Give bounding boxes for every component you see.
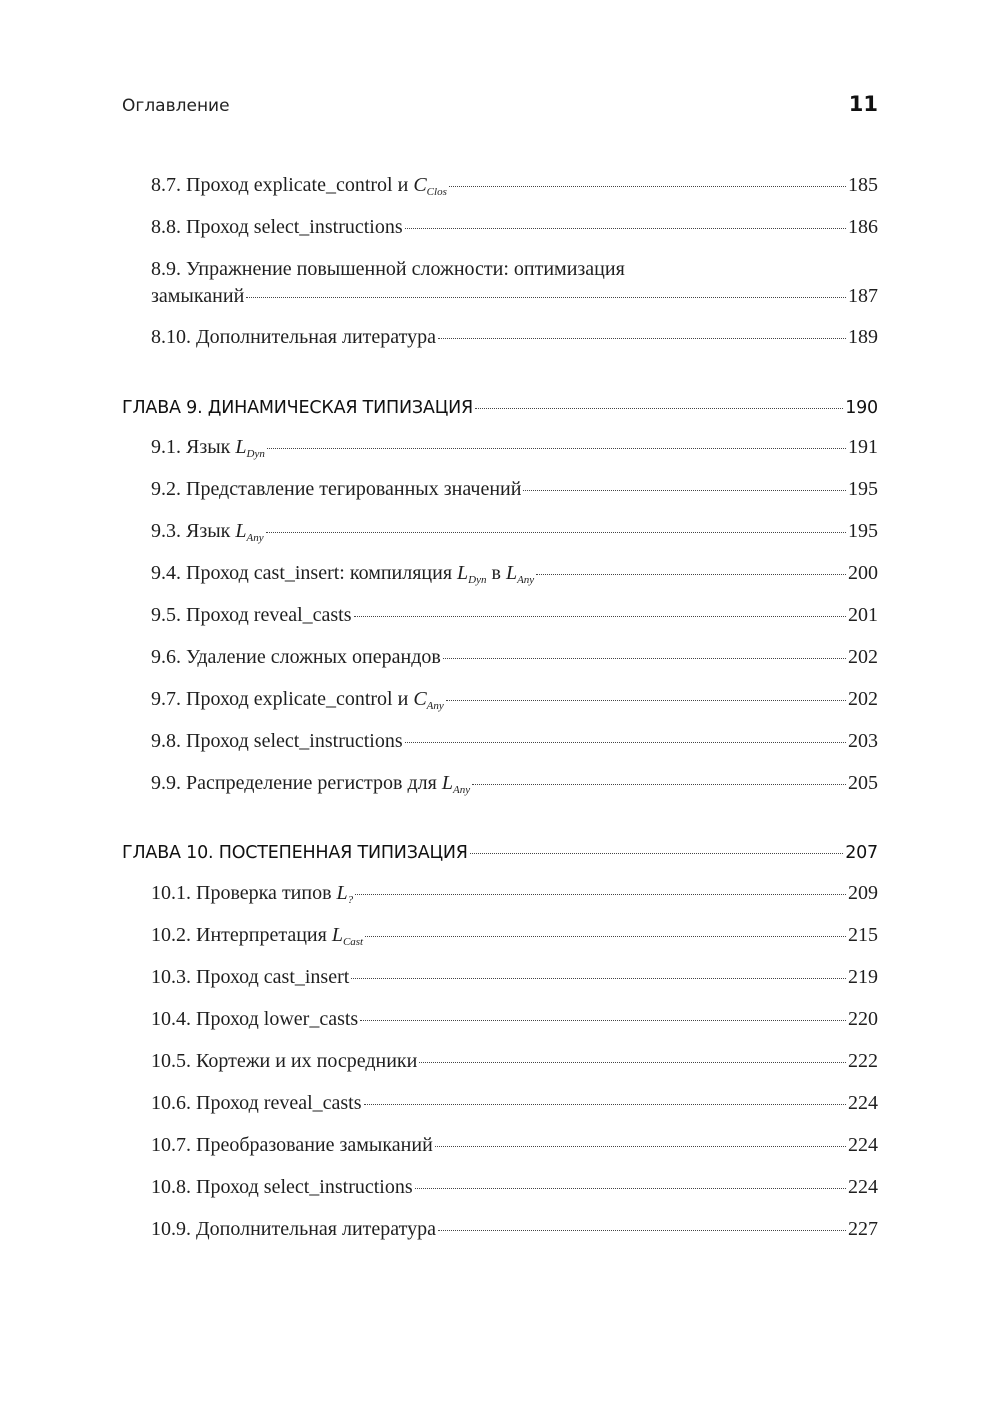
toc-entry-page: 187 bbox=[848, 285, 878, 307]
math-symbol: $L_{Any}$ bbox=[505, 562, 535, 586]
toc-entry-title: 9.6. Удаление сложных операндов bbox=[151, 646, 441, 668]
toc-entry-title: 10.9. Дополнительная литература bbox=[151, 1218, 436, 1240]
toc-entry-8-8 bbox=[151, 216, 878, 239]
dot-leader bbox=[435, 1145, 846, 1147]
dot-leader bbox=[351, 977, 846, 979]
math-symbol: $C_{Any}$ bbox=[413, 688, 444, 712]
toc-entry-10-7 bbox=[151, 1134, 878, 1157]
toc-entry-page: 227 bbox=[848, 1218, 878, 1240]
toc-entry-page: 220 bbox=[848, 1008, 878, 1030]
toc-entry-title: 9.3. Язык $L_{Any}$ bbox=[151, 520, 264, 544]
toc-entry-title: 10.8. Проход select_instructions bbox=[151, 1176, 413, 1198]
toc-entry-title: 10.7. Преобразование замыканий bbox=[151, 1134, 433, 1156]
math-symbol: $L_{Cast}$ bbox=[331, 924, 364, 948]
dot-leader bbox=[415, 1187, 846, 1189]
toc-entry-page: 195 bbox=[848, 520, 878, 542]
toc-entry-9-4 bbox=[151, 562, 878, 586]
dot-leader bbox=[523, 489, 846, 491]
toc-entry-10-8 bbox=[151, 1176, 878, 1199]
toc-entry-title-line1: 8.9. Упражнение повышенной сложности: оптимизация bbox=[151, 258, 625, 280]
toc-entry-page: 215 bbox=[848, 924, 878, 946]
toc-entry-10-9 bbox=[151, 1218, 878, 1241]
math-symbol: $C_{Clos}$ bbox=[413, 174, 447, 198]
toc-entry-title: 10.1. Проверка типов $L_?$ bbox=[151, 882, 354, 906]
toc-entry-title: 10.2. Интерпретация $L_{Cast}$ bbox=[151, 924, 364, 948]
toc-chapter-9 bbox=[122, 398, 878, 418]
math-symbol: $L_{Dyn}$ bbox=[235, 436, 265, 460]
toc-entry-page: 209 bbox=[848, 882, 878, 904]
toc-entry-9-8 bbox=[151, 730, 878, 753]
toc-entry-9-6 bbox=[151, 646, 878, 669]
toc-entry-page: 186 bbox=[848, 216, 878, 238]
toc-entry-title: 8.7. Проход explicate_control и $C_{Clos}$ bbox=[151, 174, 447, 198]
toc-entry-title: 9.1. Язык $L_{Dyn}$ bbox=[151, 436, 265, 460]
math-symbol: $L_{Any}$ bbox=[441, 772, 471, 796]
toc-entry-title-line2: замыканий bbox=[151, 285, 245, 307]
dot-leader bbox=[266, 531, 846, 533]
dot-leader bbox=[267, 447, 846, 449]
dot-leader bbox=[449, 185, 846, 187]
toc-chapter-10 bbox=[122, 843, 878, 863]
toc-entry-8-10 bbox=[151, 326, 878, 349]
toc-entry-title: 8.8. Проход select_instructions bbox=[151, 216, 403, 238]
toc-entry-10-2 bbox=[151, 924, 878, 948]
math-symbol: $L_{Any}$ bbox=[235, 520, 264, 544]
toc-entry-page: 224 bbox=[848, 1134, 878, 1156]
toc-entry-page: 185 bbox=[848, 174, 878, 196]
dot-leader bbox=[355, 893, 846, 895]
dot-leader bbox=[364, 1103, 846, 1105]
toc-entry-page: 195 bbox=[848, 478, 878, 500]
toc-entry-9-5 bbox=[151, 604, 878, 627]
dot-leader bbox=[438, 337, 846, 339]
toc-entry-10-4 bbox=[151, 1008, 878, 1031]
toc-entry-title: 9.2. Представление тегированных значений bbox=[151, 478, 522, 500]
toc-entry-page: 224 bbox=[848, 1092, 878, 1114]
toc-chapter-title: ГЛАВА 9. ДИНАМИЧЕСКАЯ ТИПИЗАЦИЯ bbox=[122, 398, 473, 418]
toc-entry-10-6 bbox=[151, 1092, 878, 1115]
dot-leader bbox=[446, 699, 846, 701]
math-symbol: $L_{Dyn}$ bbox=[457, 562, 487, 586]
toc-entry-title: 10.4. Проход lower_casts bbox=[151, 1008, 359, 1030]
toc-entry-title: 9.4. Проход cast_insert: компиляция $L_{Dyn}$ в $L_{Any}$ bbox=[151, 562, 535, 586]
toc-entry-title: 10.5. Кортежи и их посредники bbox=[151, 1050, 418, 1072]
toc-entry-page: 219 bbox=[848, 966, 878, 988]
dot-leader bbox=[475, 407, 843, 409]
toc-entry-page: 207 bbox=[845, 843, 878, 863]
toc-entry-9-9 bbox=[151, 772, 878, 796]
toc-entry-page: 200 bbox=[848, 562, 878, 584]
toc-entry-title: 9.7. Проход explicate_control и $C_{Any}$ bbox=[151, 688, 444, 712]
dot-leader bbox=[365, 935, 846, 937]
toc-entry-10-1 bbox=[151, 882, 878, 906]
toc-entry-page: 222 bbox=[848, 1050, 878, 1072]
toc-entry-page: 203 bbox=[848, 730, 878, 752]
toc-entry-page: 191 bbox=[848, 436, 878, 458]
toc-entry-10-5 bbox=[151, 1050, 878, 1073]
dot-leader bbox=[438, 1229, 846, 1231]
toc-entry-10-3 bbox=[151, 966, 878, 989]
dot-leader bbox=[405, 741, 846, 743]
toc-entry-title: 10.6. Проход reveal_casts bbox=[151, 1092, 362, 1114]
toc-chapter-title: ГЛАВА 10. ПОСТЕПЕННАЯ ТИПИЗАЦИЯ bbox=[122, 843, 468, 863]
dot-leader bbox=[405, 227, 846, 229]
toc-entry-page: 224 bbox=[848, 1176, 878, 1198]
toc-entry-page: 205 bbox=[848, 772, 878, 794]
toc-entry-title: 8.10. Дополнительная литература bbox=[151, 326, 436, 348]
toc-entry-page: 189 bbox=[848, 326, 878, 348]
dot-leader bbox=[360, 1019, 846, 1021]
toc-entry-page: 201 bbox=[848, 604, 878, 626]
running-head bbox=[122, 92, 878, 122]
toc-entry-9-1 bbox=[151, 436, 878, 460]
running-head-title: Оглавление bbox=[122, 96, 230, 116]
toc-entry-8-7 bbox=[151, 174, 878, 198]
toc-entry-page: 190 bbox=[845, 398, 878, 418]
dot-leader bbox=[536, 573, 846, 575]
toc-entry-title: 9.5. Проход reveal_casts bbox=[151, 604, 352, 626]
toc-entry-9-2 bbox=[151, 478, 878, 501]
dot-leader bbox=[419, 1061, 846, 1063]
toc-entry-8-9 bbox=[151, 258, 878, 308]
toc-entry-9-7 bbox=[151, 688, 878, 712]
toc-entry-title: 10.3. Проход cast_insert bbox=[151, 966, 350, 988]
dot-leader bbox=[246, 296, 846, 298]
toc-entry-title: 9.9. Распределение регистров для $L_{Any}$ bbox=[151, 772, 471, 796]
page-number: 11 bbox=[848, 92, 878, 116]
dot-leader bbox=[354, 615, 846, 617]
toc-entry-title: 9.8. Проход select_instructions bbox=[151, 730, 403, 752]
toc-entry-9-3 bbox=[151, 520, 878, 544]
dot-leader bbox=[443, 657, 846, 659]
dot-leader bbox=[470, 852, 843, 854]
math-symbol: $L_?$ bbox=[336, 882, 354, 906]
toc-entry-page: 202 bbox=[848, 646, 878, 668]
toc-entry-page: 202 bbox=[848, 688, 878, 710]
dot-leader bbox=[472, 783, 846, 785]
